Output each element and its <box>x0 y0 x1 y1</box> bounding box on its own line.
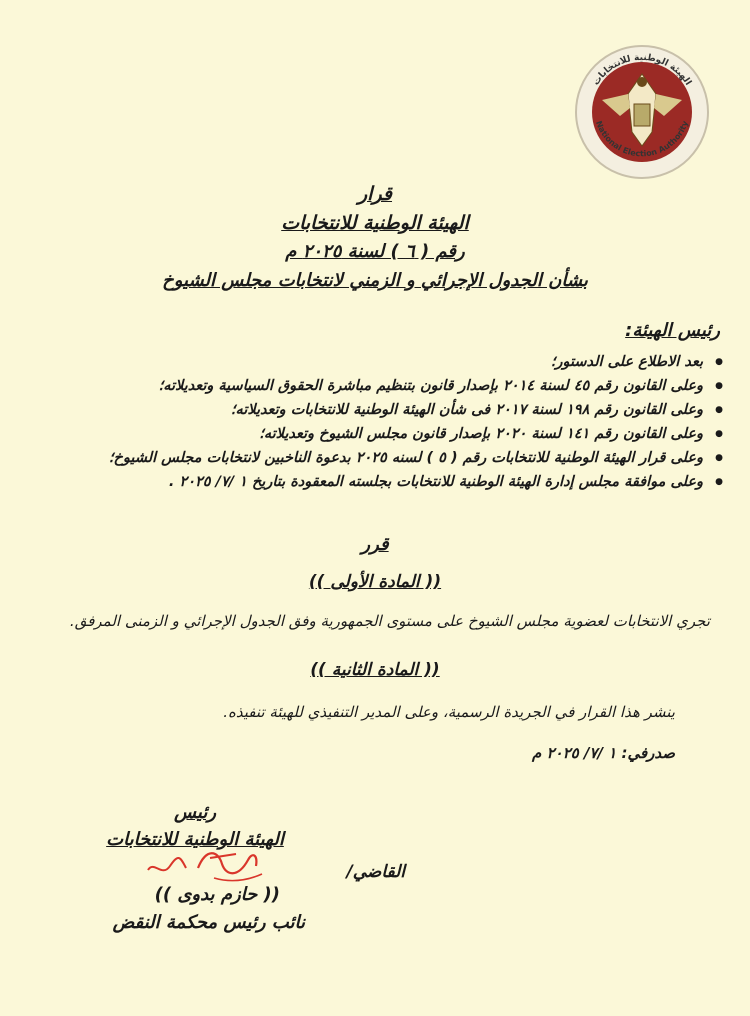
recital-item: ● وعلى القانون رقم ٤٥ لسنة ٢٠١٤ بإصدار قانون بتنظيم مباشرة الحقوق السياسية وتعديلاته؛ <box>43 374 703 398</box>
decided-heading: قرر <box>361 534 389 555</box>
authority-name: الهيئة الوطنية للانتخابات <box>281 212 469 234</box>
decree-number: رقم ( ٦ ) لسنة ٢٠٢٥ م <box>285 241 465 262</box>
national-election-authority-logo <box>572 42 712 182</box>
issue-date: صدرفي: ١ /٧/ ٢٠٢٥ م <box>531 744 675 762</box>
article-1-text: تجري الانتخابات لعضوية مجلس الشيوخ على مستوى الجمهورية وفق الجدول الإجرائي و الزمنى المرفق. <box>69 612 710 630</box>
recital-item: ● وعلى موافقة مجلس إدارة الهيئة الوطنية للانتخابات بجلسته المعقودة بتاريخ ١ /٧/ ٢٠٢٥ . <box>43 470 703 494</box>
decree-subject: بشأن الجدول الإجرائي و الزمني لانتخابات مجلس الشيوخ <box>162 270 588 291</box>
recital-item: ● وعلى القانون رقم ١٤١ لسنة ٢٠٢٠ بإصدار قانون مجلس الشيوخ وتعديلاته؛ <box>43 422 703 446</box>
article-1-title: (( المادة الأولى )) <box>308 572 442 592</box>
decree-label: قرار <box>357 183 393 205</box>
judge-label: القاضي/ <box>346 862 405 882</box>
logo-english-text: National Election Authority <box>594 119 690 159</box>
article-2-text: ينشر هذا القرار في الجريدة الرسمية، وعلى المدير التنفيذي للهيئة تنفيذه. <box>223 703 675 721</box>
recital-item: ● وعلى القانون رقم ١٩٨ لسنة ٢٠١٧ فى شأن الهيئة الوطنية للانتخابات وتعديلاته؛ <box>43 398 703 422</box>
signatory-authority: الهيئة الوطنية للانتخابات <box>106 829 284 850</box>
signatory-role: رئيس <box>173 802 217 823</box>
recital-item: ● بعد الاطلاع على الدستور؛ <box>43 350 703 374</box>
handwritten-signature <box>140 838 280 888</box>
signatory-title: نائب رئيس محكمة النقض <box>112 912 305 933</box>
logo-arabic-text: الهيئة الوطنية للانتخابات <box>591 52 693 88</box>
decree-header <box>150 180 600 296</box>
chair-heading: رئيس الهيئة: <box>625 320 720 341</box>
signatory-name: (( حازم بدوى )) <box>154 884 280 905</box>
recital-item: ● وعلى قرار الهيئة الوطنية للانتخابات رقم ( ٥ ) لسنه ٢٠٢٥ بدعوة الناخبين لانتخابات مجلس الشيوخ؛ <box>43 446 703 470</box>
recitals-list <box>43 350 725 494</box>
article-2-title: (( المادة الثانية )) <box>310 660 440 680</box>
